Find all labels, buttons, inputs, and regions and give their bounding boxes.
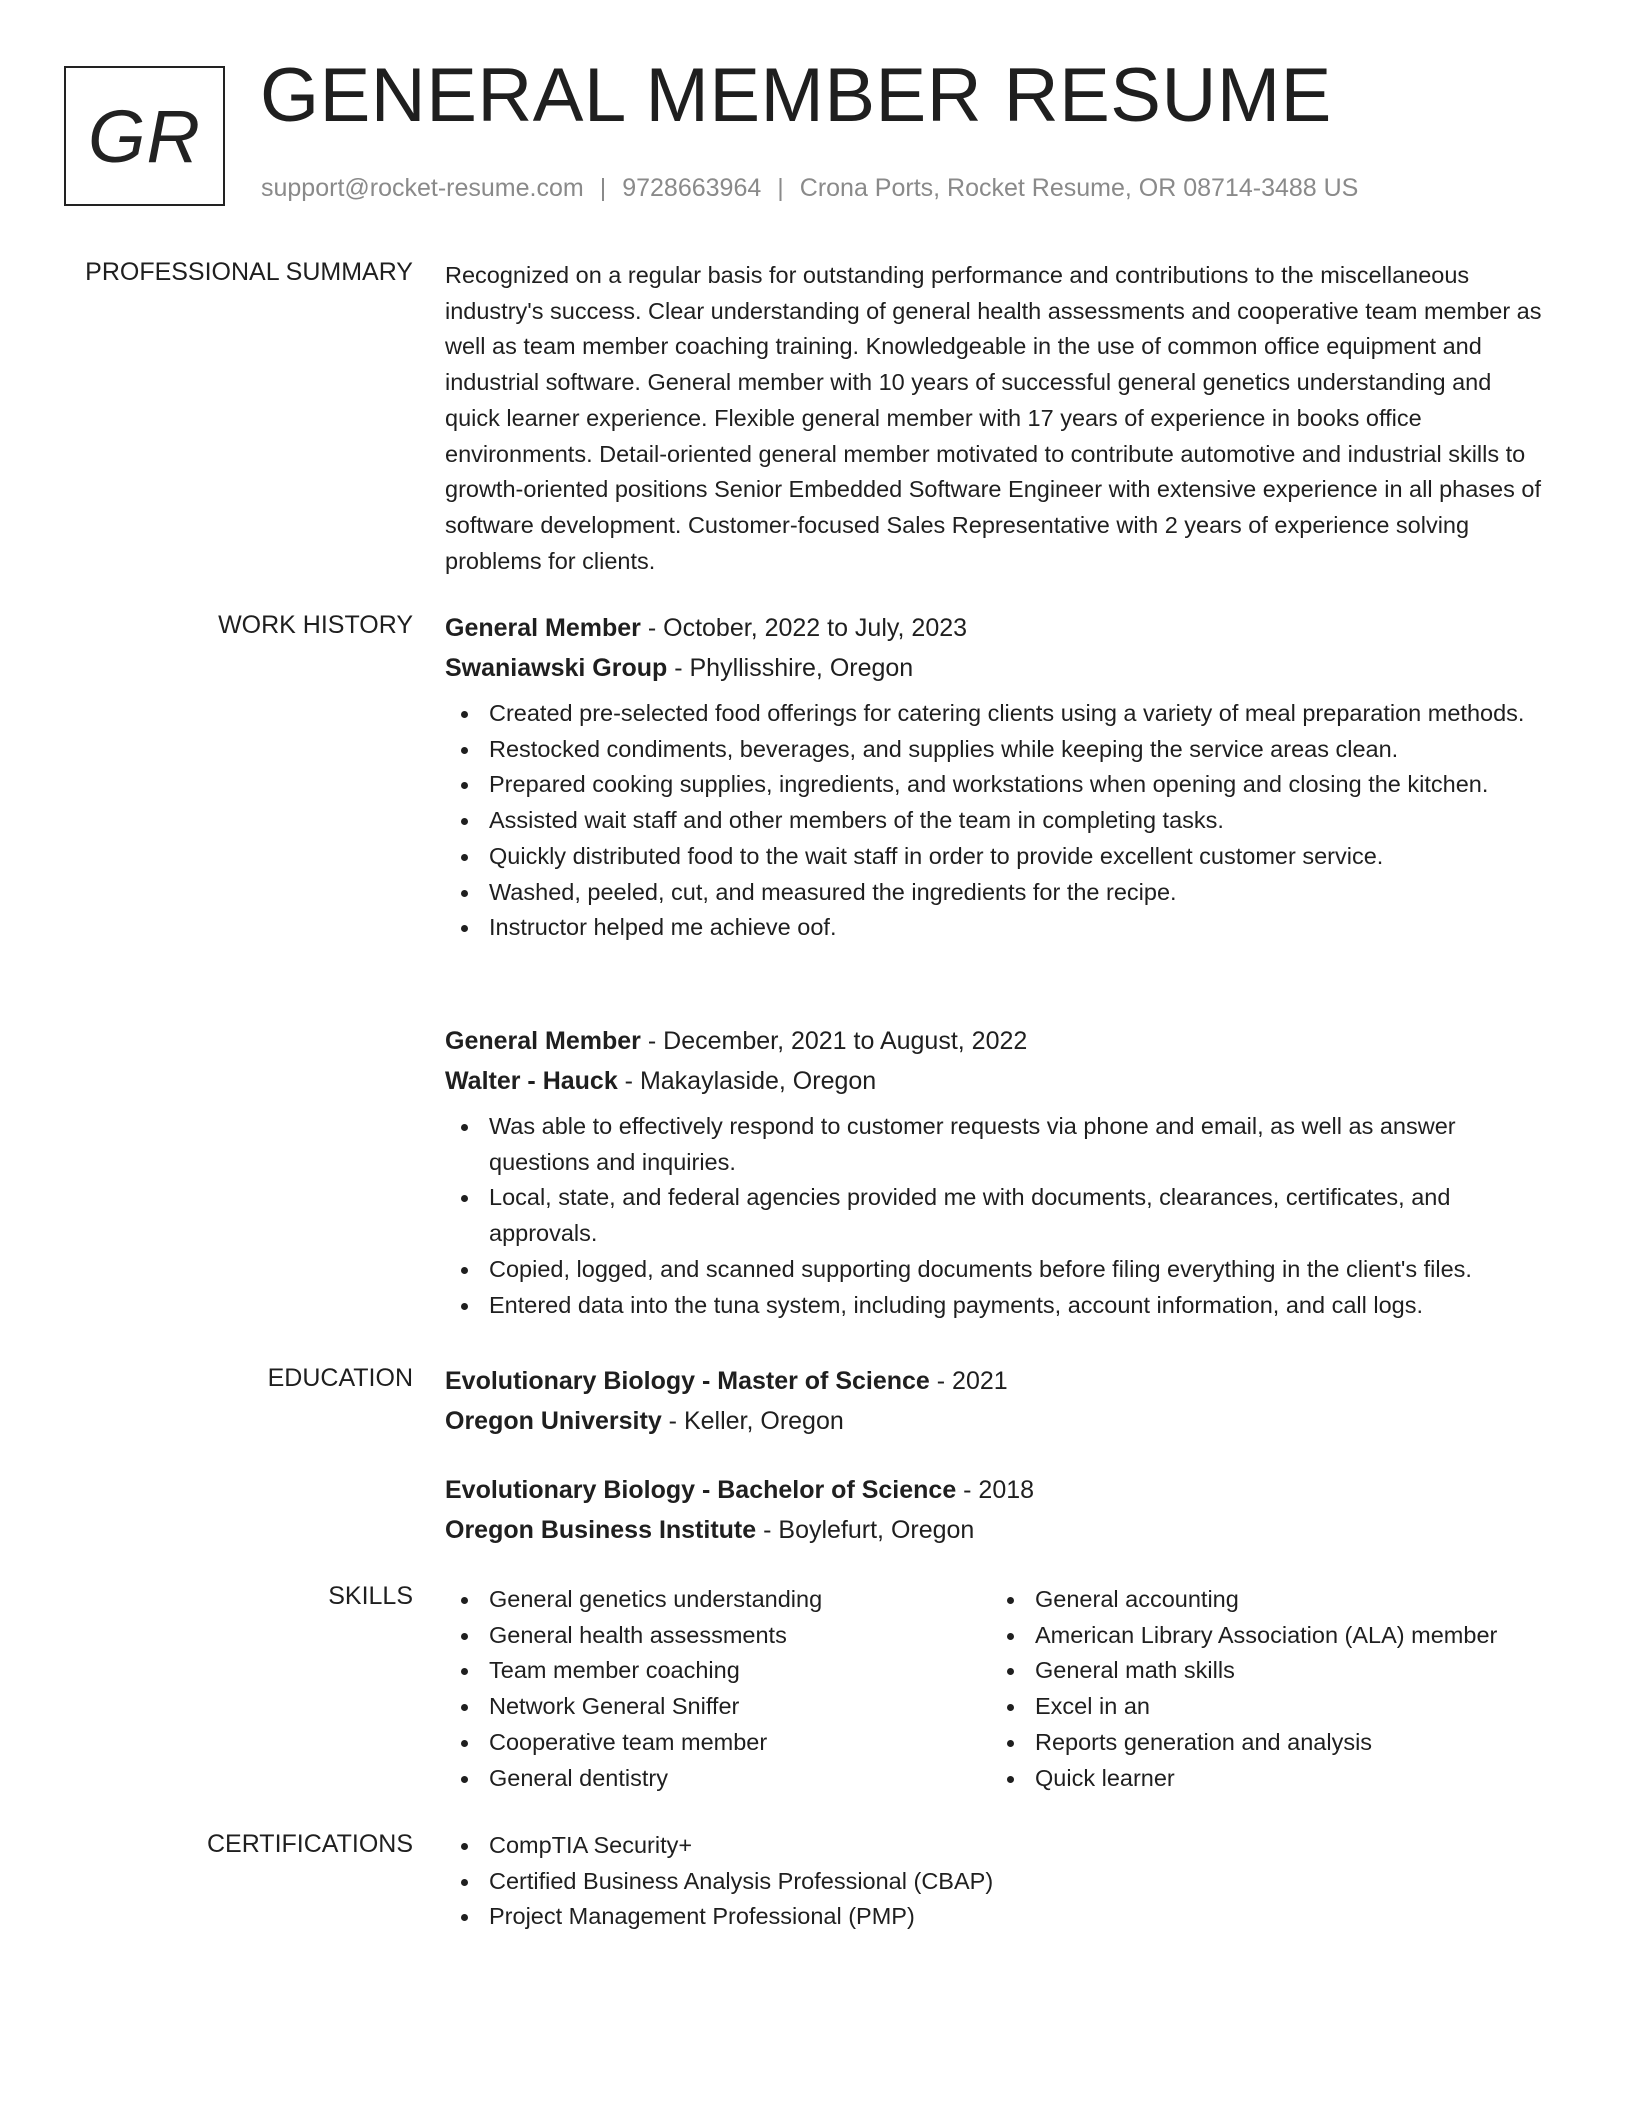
list-item: Assisted wait staff and other members of the team in completing tasks.: [445, 803, 1545, 839]
section-label-skills: SKILLS: [328, 1582, 413, 1610]
list-item: Washed, peeled, cut, and measured the ingredients for the recipe.: [445, 875, 1545, 911]
job-title: General Member: [445, 614, 641, 642]
school: Oregon Business Institute: [445, 1516, 757, 1544]
contact-email[interactable]: support@rocket-resume.com: [261, 174, 584, 202]
list-item: Instructor helped me achieve oof.: [445, 910, 1545, 946]
monogram-logo: GR: [64, 66, 225, 206]
job-dates: - December, 2021 to August, 2022: [640, 1027, 1028, 1055]
list-item: Excel in an: [991, 1689, 1537, 1725]
skills-grid: [445, 1582, 1545, 1796]
education-entry: [445, 1470, 1545, 1550]
school-line: [445, 1510, 1545, 1550]
list-item: Prepared cooking supplies, ingredients, and workstations when opening and closing the kitchen.: [445, 767, 1545, 803]
section-label-work-history: WORK HISTORY: [218, 611, 413, 639]
list-item: Cooperative team member: [445, 1725, 991, 1761]
job-dates: - October, 2022 to July, 2023: [640, 614, 968, 642]
section-label-education: EDUCATION: [267, 1364, 413, 1392]
certifications-list: [445, 1828, 1545, 1935]
list-item: Copied, logged, and scanned supporting documents before filing everything in the client's files.: [445, 1252, 1545, 1288]
list-item: General health assessments: [445, 1618, 991, 1654]
job-title: General Member: [445, 1027, 641, 1055]
contact-separator: |: [777, 174, 784, 202]
list-item: Quickly distributed food to the wait staff in order to provide excellent customer service.: [445, 839, 1545, 875]
contact-line: [261, 174, 1358, 203]
degree-line: [445, 1470, 1545, 1510]
job-duties-list: [445, 1109, 1545, 1323]
degree-line: [445, 1361, 1545, 1401]
contact-address: Crona Ports, Rocket Resume, OR 08714-3488 US: [799, 174, 1359, 202]
job-title-line: [445, 608, 1545, 648]
school-location: - Boylefurt, Oregon: [756, 1516, 975, 1544]
degree-year: - 2021: [929, 1367, 1008, 1395]
list-item: Local, state, and federal agencies provided me with documents, clearances, certificates, and approvals.: [445, 1180, 1545, 1251]
list-item: Was able to effectively respond to customer requests via phone and email, as well as answer questions and inquiries.: [445, 1109, 1545, 1180]
job-company: Swaniawski Group: [445, 654, 668, 682]
skills-list-left: [445, 1582, 991, 1796]
job-entry: [445, 1021, 1545, 1323]
school: Oregon University: [445, 1407, 662, 1435]
degree: Evolutionary Biology - Bachelor of Science: [445, 1476, 957, 1504]
list-item: American Library Association (ALA) member: [991, 1618, 1537, 1654]
education-entry: [445, 1361, 1545, 1441]
contact-separator: |: [599, 174, 607, 202]
degree: Evolutionary Biology - Master of Science: [445, 1367, 930, 1395]
contact-phone[interactable]: 9728663964: [622, 174, 762, 202]
job-company-line: [445, 1061, 1545, 1101]
list-item: Quick learner: [991, 1761, 1537, 1797]
certifications-block: [445, 1828, 1545, 1935]
list-item: Certified Business Analysis Professional (CBAP): [445, 1864, 1545, 1900]
job-duties-list: [445, 696, 1545, 946]
list-item: Reports generation and analysis: [991, 1725, 1537, 1761]
list-item: General genetics understanding: [445, 1582, 991, 1618]
list-item: Project Management Professional (PMP): [445, 1899, 1545, 1935]
list-item: General math skills: [991, 1653, 1537, 1689]
school-location: - Keller, Oregon: [661, 1407, 844, 1435]
job-company-line: [445, 648, 1545, 688]
job-entry: [445, 608, 1545, 946]
list-item: General accounting: [991, 1582, 1537, 1618]
summary-text: Recognized on a regular basis for outstanding performance and contributions to the miscellaneous industry's success. Clear understanding of general health assessments and cooperative team member as well as team member coaching training. Knowledgeable in the use of common office equipment and industrial software. General member with 10 years of successful general genetics understanding and quick learner experience. Flexible general member with 17 years of experience in books office environments. Detail-oriented general member motivated to contribute automotive and industrial skills to growth-oriented positions Senior Embedded Software Engineer with extensive experience in all phases of software development. Customer-focused Sales Representative with 2 years of experience solving problems for clients.: [445, 262, 1542, 574]
list-item: Team member coaching: [445, 1653, 991, 1689]
list-item: Restocked condiments, beverages, and supplies while keeping the service areas clean.: [445, 732, 1545, 768]
list-item: General dentistry: [445, 1761, 991, 1797]
job-location: - Makaylaside, Oregon: [617, 1067, 877, 1095]
job-title-line: [445, 1021, 1545, 1061]
job-location: - Phyllisshire, Oregon: [667, 654, 914, 682]
list-item: Created pre-selected food offerings for catering clients using a variety of meal preparation methods.: [445, 696, 1545, 732]
school-line: [445, 1401, 1545, 1441]
degree-year: - 2018: [956, 1476, 1035, 1504]
list-item: CompTIA Security+: [445, 1828, 1545, 1864]
skills-list-right: [991, 1582, 1537, 1796]
section-label-summary: PROFESSIONAL SUMMARY: [85, 258, 413, 286]
list-item: Network General Sniffer: [445, 1689, 991, 1725]
job-company: Walter - Hauck: [445, 1067, 618, 1095]
list-item: Entered data into the tuna system, including payments, account information, and call logs.: [445, 1288, 1545, 1324]
resume-title: GENERAL MEMBER RESUME: [260, 53, 1332, 138]
section-label-certifications: CERTIFICATIONS: [206, 1830, 413, 1858]
